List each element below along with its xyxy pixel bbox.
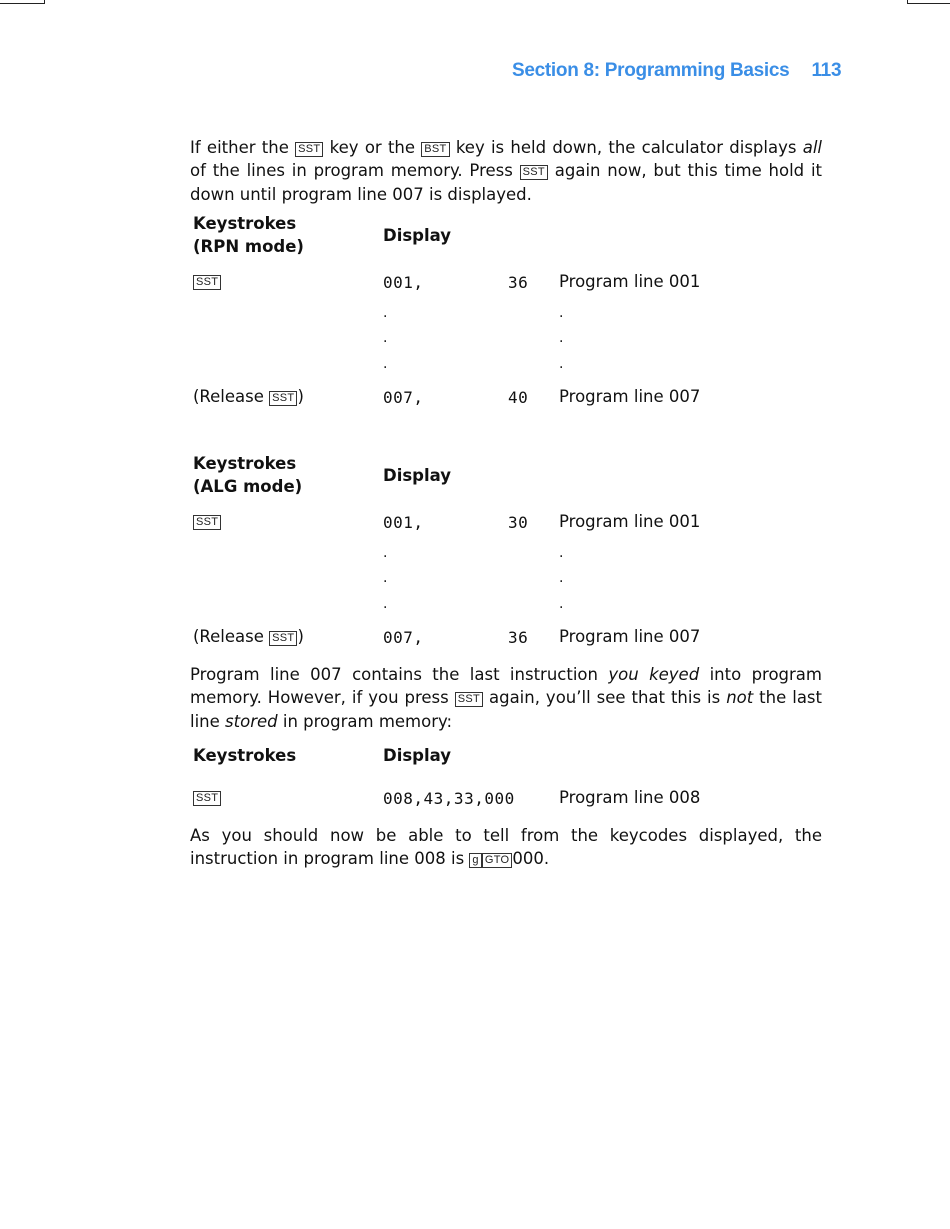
running-header [512,60,841,82]
para2-emphasis-2: not [726,688,754,708]
page-number: 113 [811,60,842,81]
g-key: g [469,853,481,868]
sst-key: SST [455,692,483,707]
alg-row1-description: Program line 001 [559,512,701,531]
intro-text-5: again now, but this time hold it down until program line 007 is displayed. [190,161,822,204]
sst-key: SST [193,791,221,806]
section-title: Section 8: Programming Basics [512,60,790,81]
ellipsis-dot: . [559,596,564,612]
table3-keystrokes-header: Keystrokes [193,746,297,765]
ellipsis-dot: . [559,356,564,372]
rpn-row1-keystroke [193,271,221,291]
alg-display-header: Display [383,466,452,485]
alg-row1-keystroke [193,511,221,531]
crop-mark-top-left [0,0,45,4]
sst-key: SST [295,142,323,157]
keystrokes-label: Keystrokes [193,214,297,233]
mode-label: (RPN mode) [193,237,304,256]
alg-row2-keystroke [193,627,304,647]
alg-row1-keycode: 30 [508,513,529,532]
alg-row2-display: 007, [383,628,424,647]
ellipsis-dot: . [559,545,564,561]
table3-row1-description: Program line 008 [559,788,701,807]
close-paren: ) [297,627,304,646]
rpn-row2-description: Program line 007 [559,387,701,406]
release-text: (Release [193,627,270,646]
intro-emphasis: all [802,138,822,157]
table3-row1-display: 008,43,33,000 [383,789,515,808]
close-paren: ) [297,387,304,406]
intro-paragraph [190,136,822,206]
sst-key: SST [193,515,221,530]
ellipsis-dot: . [383,570,388,586]
intro-text-1: If either the [190,138,296,157]
ellipsis-dot: . [383,545,388,561]
intro-text-3: key is held down, the calculator displays [449,138,803,157]
table3-display-header: Display [383,746,452,765]
gto-key: GTO [482,853,513,868]
table3-row1-keystroke [193,787,221,807]
ellipsis-dot: . [383,305,388,321]
mode-label: (ALG mode) [193,477,303,496]
alg-keystrokes-header [193,452,302,498]
para2-text-5: in program memory: [277,711,453,731]
rpn-row1-keycode: 36 [508,273,529,292]
ellipsis-dot: . [559,305,564,321]
sst-key: SST [269,391,297,406]
para2-text-3: again, you’ll see that this is [483,688,727,708]
ellipsis-dot: . [559,570,564,586]
alg-row2-keycode: 36 [508,628,529,647]
ellipsis-dot: . [559,330,564,346]
rpn-row2-display: 007, [383,388,424,407]
rpn-row2-keycode: 40 [508,388,529,407]
rpn-row1-display: 001, [383,273,424,292]
bst-key: BST [421,142,449,157]
rpn-row2-keystroke [193,387,304,407]
intro-text-4: of the lines in program memory. Press [190,161,520,181]
explanation-paragraph [190,663,822,733]
ellipsis-dot: . [383,356,388,372]
intro-text-2: key or the [323,138,422,157]
para2-emphasis-1: you keyed [608,665,700,684]
rpn-row1-description: Program line 001 [559,272,701,291]
sst-key: SST [520,165,548,180]
ellipsis-dot: . [383,596,388,612]
sst-key: SST [193,275,221,290]
ellipsis-dot: . [383,330,388,346]
sst-key: SST [269,631,297,646]
keystrokes-label: Keystrokes [193,454,297,473]
alg-row1-display: 001, [383,513,424,532]
para3-text-2: 000. [512,849,550,869]
crop-mark-top-right [907,0,950,4]
para2-text-1: Program line 007 contains the last instruction [190,665,609,684]
rpn-display-header: Display [383,226,452,245]
conclusion-paragraph [190,824,822,871]
para2-emphasis-3: stored [225,711,278,731]
para2-text-2: into program memory. However, if you press [190,665,822,708]
para2-text-4: the last line [190,688,822,731]
rpn-keystrokes-header [193,212,304,258]
release-text: (Release [193,387,270,406]
para3-text-1: As you should now be able to tell from the keycodes displayed, the instruction in program line 008 is [190,826,822,869]
alg-row2-description: Program line 007 [559,627,701,646]
